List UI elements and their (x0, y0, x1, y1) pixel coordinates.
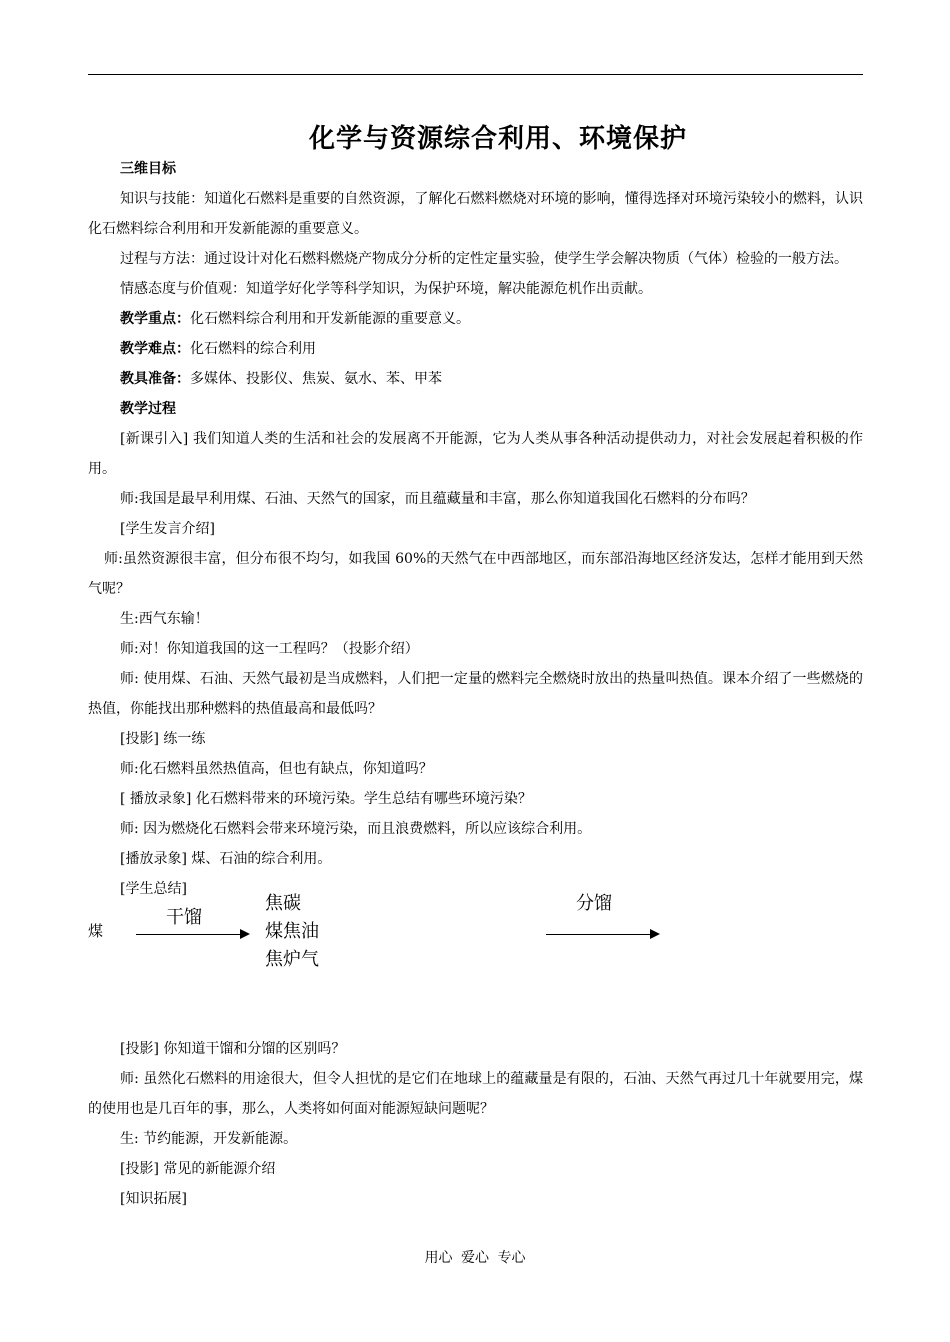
paragraph: [学生总结] (120, 881, 187, 897)
diagram-product: 焦炉气 (265, 949, 319, 970)
objective-attitude: 情感态度与价值观：知道学好化学等科学知识，为保护环境，解决能源危机作出贡献。 (120, 281, 652, 297)
paragraph: [知识拓展] (120, 1191, 187, 1207)
key-point (88, 304, 863, 334)
diagram-product: 煤焦油 (265, 921, 319, 942)
key-point-label: 教学重点： (120, 311, 190, 327)
paragraph: 师: 使用煤、石油、天然气最初是当成燃料，人们把一定量的燃料完全燃烧时放出的热量叫热值。课本介绍了一些燃烧的热值，你能找出那种燃料的热值最高和最低吗？ (88, 671, 863, 717)
paragraph: [投影] 你知道干馏和分馏的区别吗？ (120, 1041, 346, 1057)
paragraph: 生:西气东输！ (120, 611, 209, 627)
paragraph: [新课引入] 我们知道人类的生活和社会的发展离不开能源，它为人类从事各种活动提供动力，对社会发展起着积极的作用。 (88, 431, 863, 477)
tools (88, 364, 863, 394)
tools-text: 多媒体、投影仪、焦炭、氨水、苯、甲苯 (190, 371, 442, 387)
paragraph: [学生发言介绍] (120, 521, 215, 537)
header-rule (88, 74, 863, 75)
diagram-product: 焦碳 (265, 893, 301, 914)
objective-process: 过程与方法：通过设计对化石燃料燃烧产物成分分析的定性定量实验，使学生学会解决物质（气体）检验的一般方法。 (120, 251, 848, 267)
paragraph: 师:化石燃料虽然热值高，但也有缺点，你知道吗？ (120, 761, 433, 777)
key-point-text: 化石燃料综合利用和开发新能源的重要意义。 (190, 311, 470, 327)
paragraph: [投影] 常见的新能源介绍 (120, 1161, 276, 1177)
fractionation-label: 分馏 (576, 893, 612, 914)
paragraph: 师:虽然资源很丰富，但分布很不均匀，如我国 60%的天然气在中西部地区，而东部沿海地区经济发达，怎样才能用到天然气呢？ (88, 551, 863, 597)
diagram-source: 煤 (88, 922, 104, 940)
difficulty-label: 教学难点： (120, 341, 190, 357)
paragraph: [播放录象] 煤、石油的综合利用。 (120, 851, 332, 867)
paragraph: 师: 虽然化石燃料的用途很大，但令人担忧的是它们在地球上的蕴藏量是有限的，石油、天然气再过几十年就要用完，煤的使用也是几百年的事，那么，人类将如何面对能源短缺问题呢？ (88, 1071, 863, 1117)
tools-label: 教具准备： (120, 371, 190, 387)
dry-distill-label: 干馏 (166, 907, 202, 928)
page-footer: 用心 爱心 专心 (424, 1250, 526, 1266)
fractionation-arrow (546, 934, 658, 935)
objective-knowledge: 知识与技能：知道化石燃料是重要的自然资源，了解化石燃料燃烧对环境的影响，懂得选择对环境污染较小的燃料，认识化石燃料综合利用和开发新能源的重要意义。 (88, 191, 863, 237)
process-heading: 教学过程 (120, 401, 176, 417)
coal-process-diagram (88, 893, 863, 1034)
page-title: 化学与资源综合利用、环境保护 (308, 124, 687, 154)
difficulty-text: 化石燃料的综合利用 (190, 341, 316, 357)
paragraph: [投影] 练一练 (120, 731, 206, 747)
paragraph: 师:我国是最早利用煤、石油、天然气的国家，而且蕴藏量和丰富，那么你知道我国化石燃料的分布吗？ (120, 491, 755, 507)
objectives-heading: 三维目标 (120, 161, 176, 177)
paragraph: 师: 因为燃烧化石燃料会带来环境污染，而且浪费燃料，所以应该综合利用。 (120, 821, 592, 837)
paragraph: 师:对！你知道我国的这一工程吗？（投影介绍） (120, 641, 419, 657)
difficulty (88, 334, 863, 364)
paragraph: 生: 节约能源，开发新能源。 (120, 1131, 298, 1147)
document-body (88, 154, 863, 1214)
dry-distill-arrow (136, 934, 248, 935)
paragraph: [ 播放录象] 化石燃料带来的环境污染。学生总结有哪些环境污染？ (120, 791, 532, 807)
